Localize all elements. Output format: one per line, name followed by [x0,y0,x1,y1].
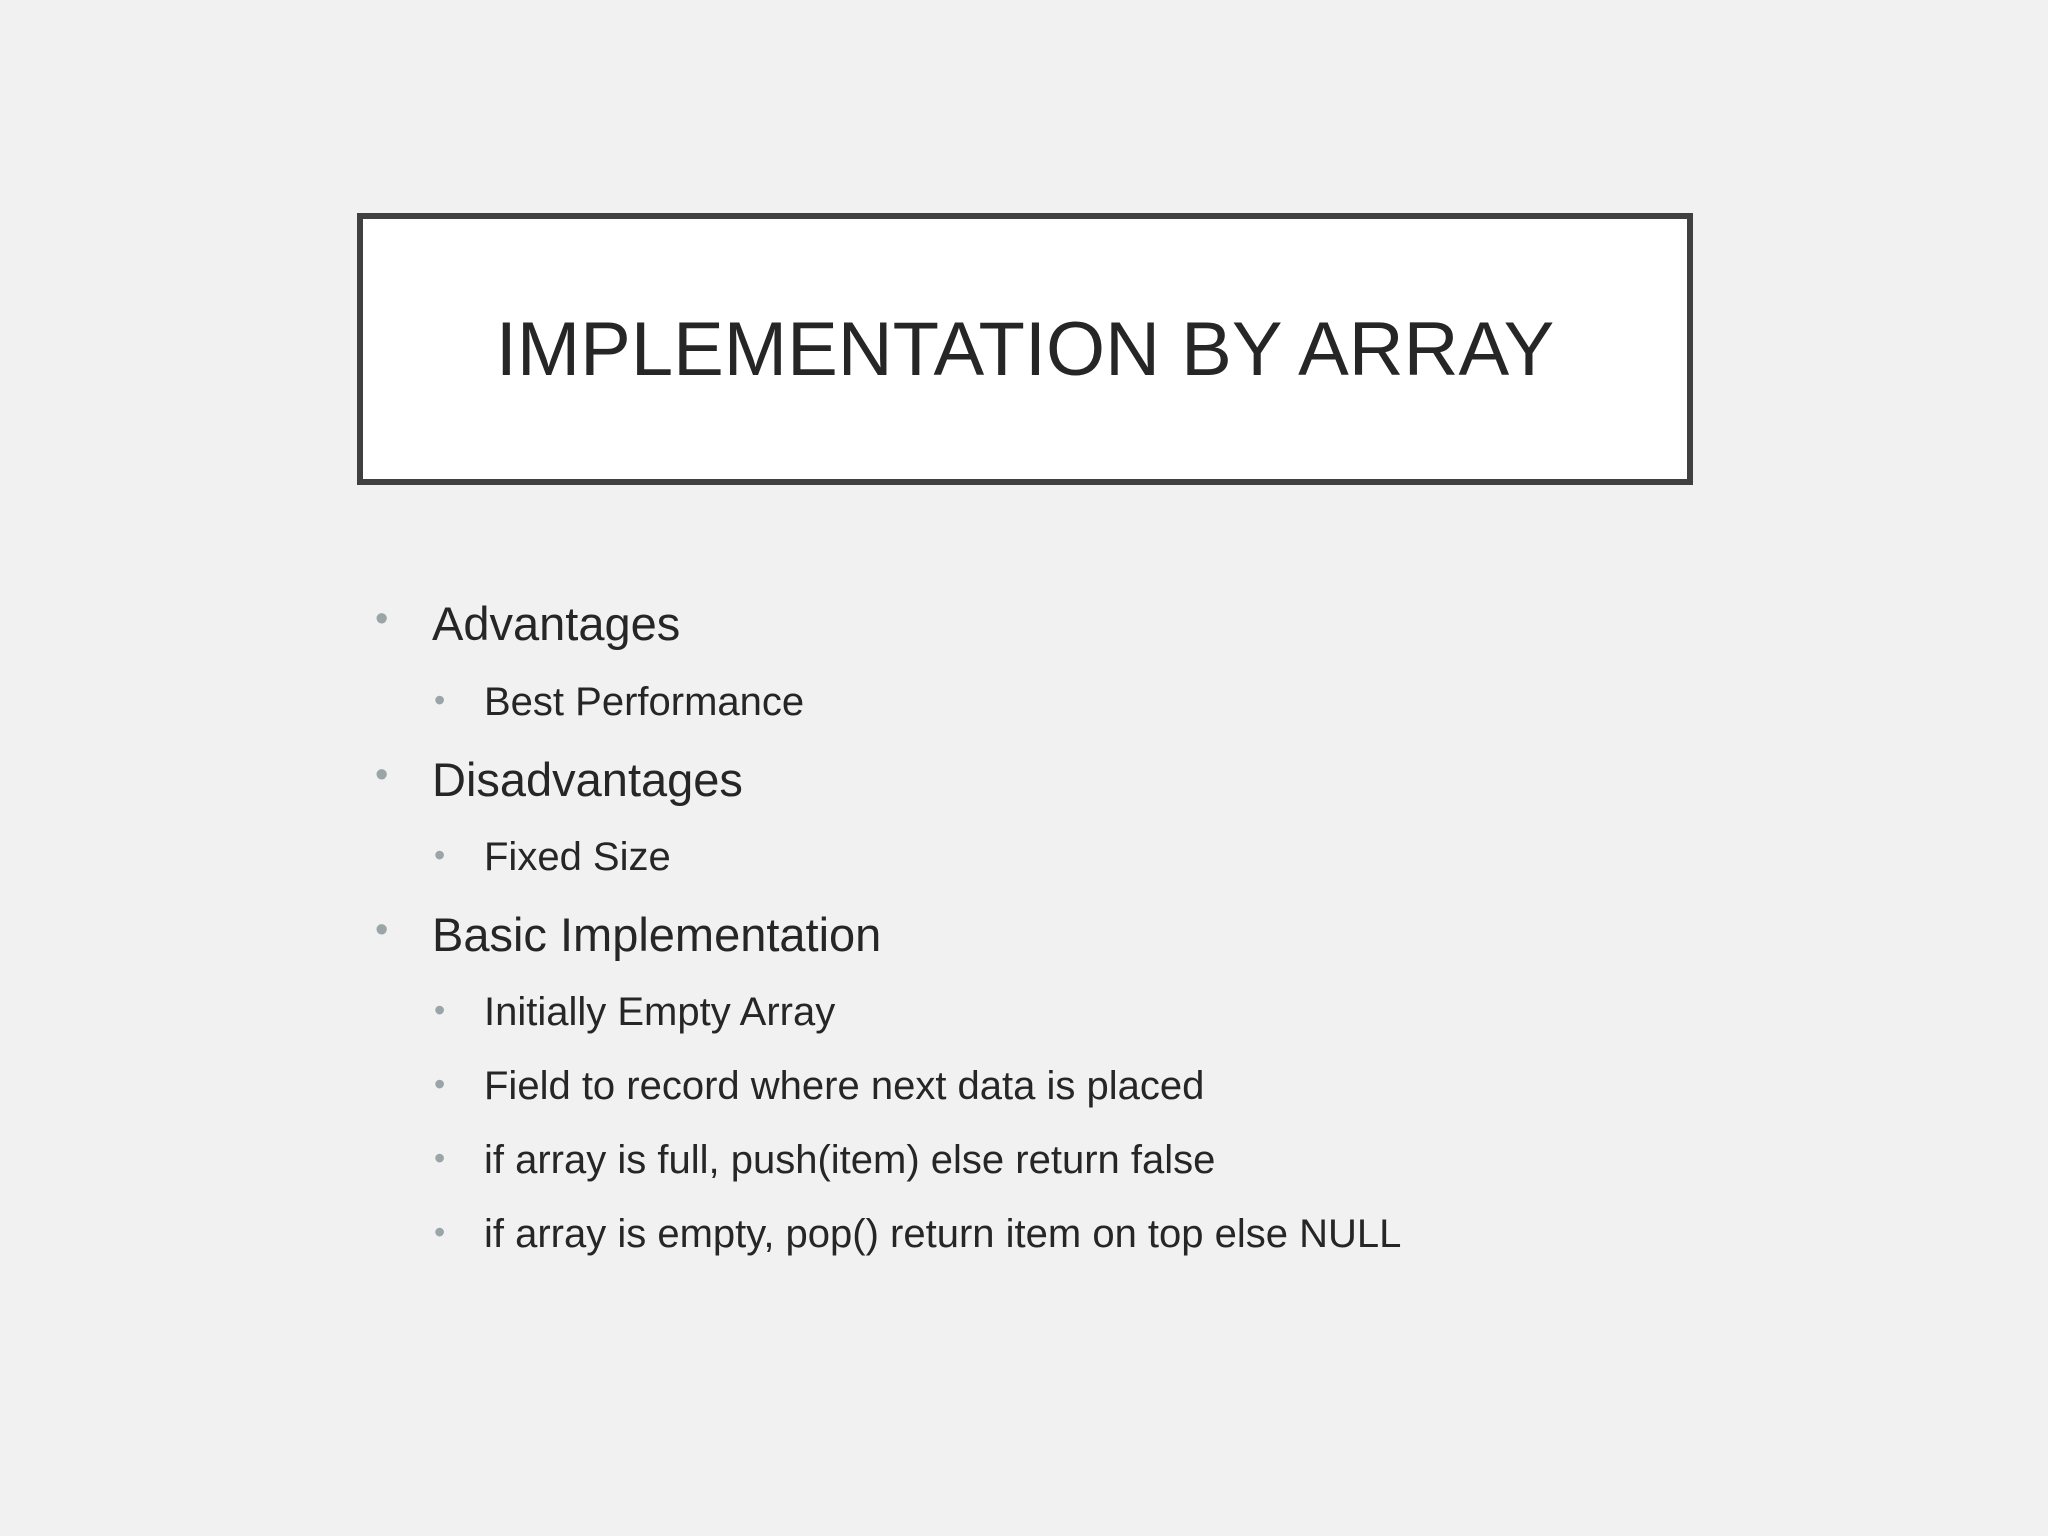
bullet-icon: • [434,1214,446,1250]
sub-bullet-item-best-performance [434,680,805,725]
bullet-icon: • [375,754,389,796]
sub-bullet-item-fixed-size [434,835,671,880]
bullet-icon: • [434,682,446,718]
bullet-icon: • [434,1066,446,1102]
bullet-icon: • [434,1140,446,1176]
bullet-item-basic-implementation [375,907,882,962]
bullet-item-disadvantages [375,752,743,807]
bullet-text: if array is empty, pop() return item on top else NULL [484,1212,1402,1256]
sub-bullet-item-push [434,1138,1216,1183]
bullet-text: if array is full, push(item) else return false [484,1138,1216,1182]
bullet-icon: • [434,837,446,873]
bullet-text: Advantages [432,597,681,650]
bullet-icon: • [375,909,389,951]
sub-bullet-item-field-record [434,1064,1205,1109]
bullet-item-advantages [375,596,681,651]
bullet-text: Disadvantages [432,753,743,806]
bullet-icon: • [434,992,446,1028]
bullet-text: Best Performance [484,680,805,724]
sub-bullet-item-initially-empty [434,990,836,1035]
bullet-text: Initially Empty Array [484,990,836,1034]
bullet-text: Basic Implementation [432,908,882,961]
sub-bullet-item-pop [434,1212,1402,1257]
bullet-text: Fixed Size [484,835,671,879]
bullet-icon: • [375,598,389,640]
bullet-text: Field to record where next data is placed [484,1064,1205,1108]
slide-title: IMPLEMENTATION BY ARRAY [495,306,1555,392]
